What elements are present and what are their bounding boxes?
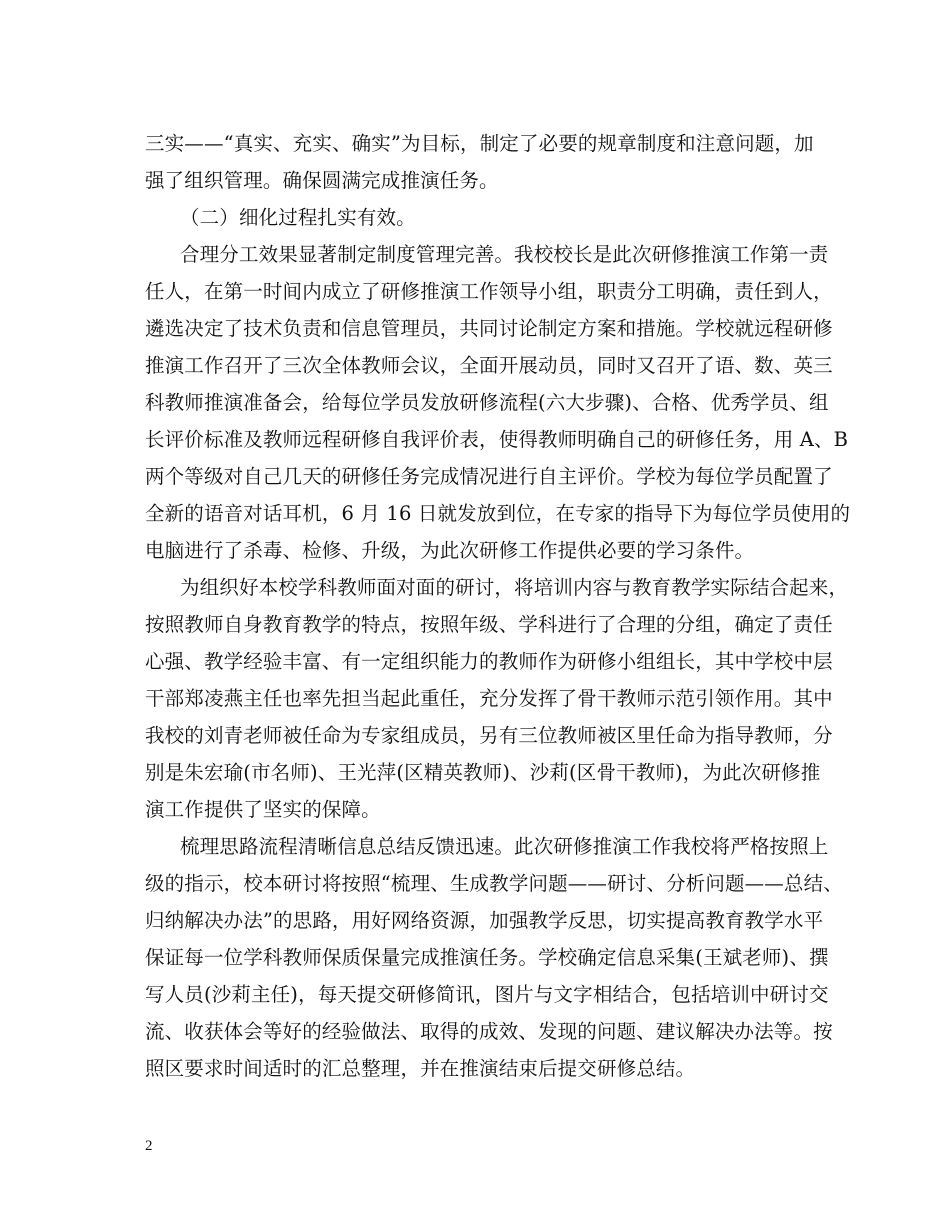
body-text-line: 为组织好本校学科教师面对面的研讨，将培训内容与教育教学实际结合起来， [180, 576, 849, 599]
body-text-line: 电脑进行了杀毒、检修、升级，为此次研修工作提供必要的学习条件。 [145, 539, 755, 562]
body-text-line: 推演工作召开了三次全体教师会议，全面开展动员，同时又召开了语、数、英三 [145, 354, 833, 377]
body-text-line: 写人员(沙莉主任)，每天提交研修简讯，图片与文字相结合，包括培训中研讨交 [145, 983, 829, 1006]
body-text-line: 任人，在第一时间内成立了研修推演工作领导小组，职责分工明确，责任到人， [145, 280, 833, 303]
body-text-line: 归纳解决办法”的思路，用好网络资源，加强教学反思，切实提高教育教学水平 [145, 909, 824, 932]
body-text-line: 全新的语音对话耳机，6 月 16 日就发放到位，在专家的指导下为每位学员使用的 [145, 502, 851, 525]
body-text-line: 合理分工效果显著制定制度管理完善。我校校长是此次研修推演工作第一责 [180, 243, 829, 266]
page-number: 2 [145, 1138, 153, 1154]
body-text-line: 三实——“真实、充实、确实”为目标，制定了必要的规章制度和注意问题，加 [145, 132, 814, 155]
body-text-line: 强了组织管理。确保圆满完成推演任务。 [145, 169, 499, 192]
body-text-line: 保证每一位学科教师保质保量完成推演任务。学校确定信息采集(王斌老师)、撰 [145, 946, 829, 969]
body-text-line: 别是朱宏瑜(市名师)、王光萍(区精英教师)、沙莉(区骨干教师)，为此次研修推 [145, 761, 821, 784]
body-text-line: 两个等级对自己几天的研修任务完成情况进行自主评价。学校为每位学员配置了 [145, 465, 833, 488]
body-text-line: 梳理思路流程清晰信息总结反馈迅速。此次研修推演工作我校将严格按照上 [180, 835, 829, 858]
section-heading: （二）细化过程扎实有效。 [180, 206, 416, 229]
body-text-line: 科教师推演准备会，给每位学员发放研修流程(六大步骤)、合格、优秀学员、组 [145, 391, 829, 414]
body-text-line: 遴选决定了技术负责和信息管理员，共同讨论制定方案和措施。学校就远程研修 [145, 317, 833, 340]
body-text-line: 心强、教学经验丰富、有一定组织能力的教师作为研修小组组长，其中学校中层 [145, 650, 833, 673]
body-text-line: 照区要求时间适时的汇总整理，并在推演结束后提交研修总结。 [145, 1057, 696, 1080]
body-text-line: 长评价标准及教师远程研修自我评价表，使得教师明确自己的研修任务，用 A、B [145, 428, 849, 451]
body-text-line: 级的指示，校本研讨将按照“梳理、生成教学问题——研讨、分析问题——总结、 [145, 872, 843, 895]
body-text-line: 演工作提供了坚实的保障。 [145, 798, 381, 821]
body-text-line: 干部郑凌燕主任也率先担当起此重任，充分发挥了骨干教师示范引领作用。其中 [145, 687, 833, 710]
body-text-line: 按照教师自身教育教学的特点，按照年级、学科进行了合理的分组，确定了责任 [145, 613, 833, 636]
body-text-line: 我校的刘青老师被任命为专家组成员，另有三位教师被区里任命为指导教师，分 [145, 724, 833, 747]
body-text-line: 流、收获体会等好的经验做法、取得的成效、发现的问题、建议解决办法等。按 [145, 1020, 833, 1043]
